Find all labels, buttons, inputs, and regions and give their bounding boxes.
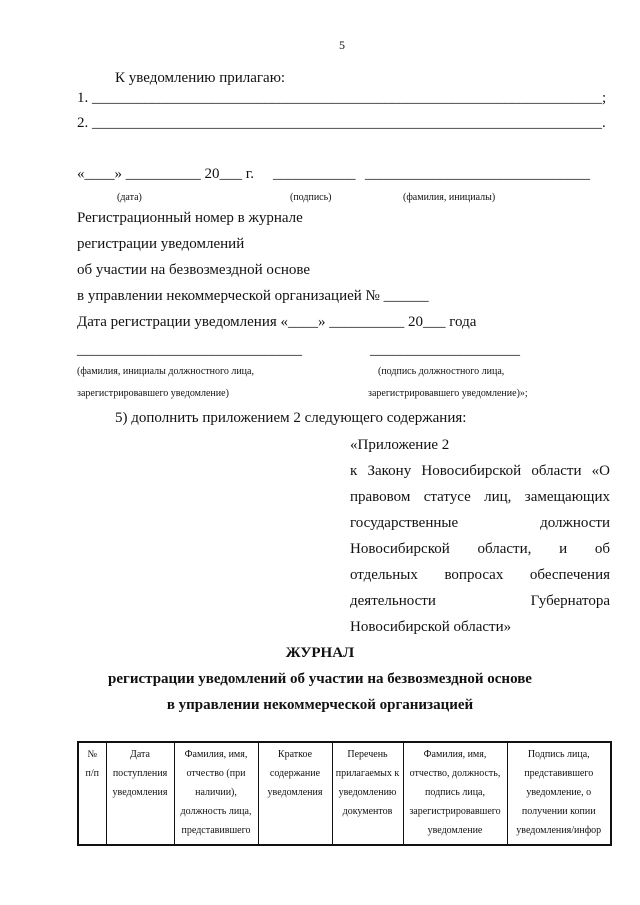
official-name-line: ______________________________: [77, 342, 302, 358]
appendix-line: к Закону Новосибирской области «О: [350, 463, 610, 479]
name-line: ______________________________: [365, 166, 590, 182]
attach-line-1: 1. ____________________________________________________________________;: [77, 90, 607, 106]
caption-official-sign: (подпись должностного лица,: [378, 366, 505, 377]
attach-heading: К уведомлению прилагаю:: [115, 70, 286, 86]
appendix-line: деятельности Губернатора: [350, 593, 610, 609]
column-header-attachments: Перечень прилагаемых к уведомлению документов: [332, 742, 403, 845]
caption-date: (дата): [117, 192, 142, 203]
journal-title: ЖУРНАЛ: [285, 645, 355, 661]
journal-subtitle: в управлении некоммерческой организацией: [166, 697, 474, 713]
registration-line: регистрации уведомлений: [77, 236, 245, 252]
caption-official-sign: зарегистрировавшего уведомление)»;: [368, 388, 528, 399]
official-sign-line: ____________________: [370, 342, 520, 358]
journal-subtitle: регистрации уведомлений об участии на безвозмездной основе: [108, 671, 532, 687]
column-header-summary: Краткое содержание уведомления: [258, 742, 332, 845]
registration-date-line: Дата регистрации уведомления «____» __________ 20___ года: [77, 314, 477, 330]
appendix-line: государственные должности: [350, 515, 610, 531]
caption-official-name: (фамилия, инициалы должностного лица,: [77, 366, 254, 377]
date-line: «____» __________ 20___ г.: [77, 166, 254, 182]
registration-line: Регистрационный номер в журнале: [77, 210, 303, 226]
page-number: 5: [339, 38, 345, 52]
appendix-line: Новосибирской области»: [350, 619, 512, 635]
caption-official-name: зарегистрировавшего уведомление): [77, 388, 229, 399]
column-header-number: № п/п: [78, 742, 106, 845]
appendix-line: Новосибирской области, и об: [350, 541, 610, 557]
caption-signature: (подпись): [290, 192, 332, 203]
registration-line: об участии на безвозмездной основе: [77, 262, 311, 278]
appendix-line: правовом статусе лиц, замещающих: [350, 489, 610, 505]
column-header-submitter: Фамилия, имя, отчество (при наличии), должность лица, представившего: [174, 742, 258, 845]
registration-line: в управлении некоммерческой организацией № ______: [77, 288, 429, 304]
table-header-row: [78, 742, 611, 845]
amendment-text: 5) дополнить приложением 2 следующего содержания:: [115, 410, 467, 426]
signature-line: ___________: [273, 166, 356, 182]
attach-line-2: 2. ____________________________________________________________________.: [77, 115, 606, 131]
column-header-date: Дата поступления уведомления: [106, 742, 174, 845]
caption-name: (фамилия, инициалы): [403, 192, 496, 203]
column-header-receipt-signature: Подпись лица, представившего уведомление, о получении копии уведомления/инфор: [507, 742, 611, 845]
appendix-line: отдельных вопросах обеспечения: [350, 567, 610, 583]
journal-table: [77, 741, 612, 846]
appendix-line: «Приложение 2: [350, 437, 450, 453]
column-header-registrar: Фамилия, имя, отчество, должность, подпись лица, зарегистрировавшего уведомление: [403, 742, 507, 845]
